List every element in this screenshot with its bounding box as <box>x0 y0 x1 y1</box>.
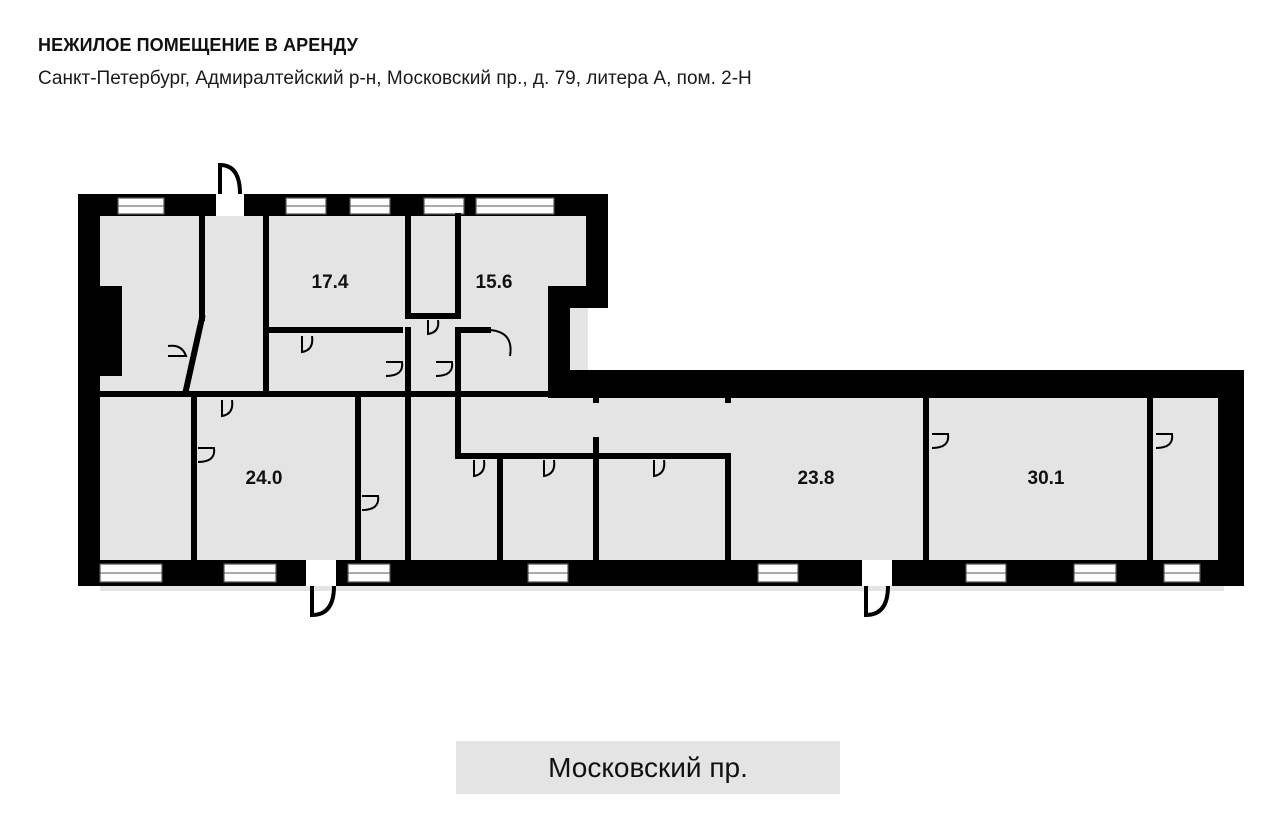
room-area-label: 15.6 <box>475 272 513 293</box>
street-label <box>456 741 840 794</box>
room-area-label: 30.1 <box>1027 468 1065 489</box>
room-area-label: 24.0 <box>245 468 283 489</box>
room-area-label: 23.8 <box>797 468 835 489</box>
page-title: НЕЖИЛОЕ ПОМЕЩЕНИЕ В АРЕНДУ <box>38 35 358 55</box>
street-name: Московский пр. <box>548 751 748 783</box>
entrance-door-top <box>220 165 240 194</box>
property-address: Санкт-Петербург, Адмиралтейский р-н, Московский пр., д. 79, литера А, пом. 2-Н <box>38 68 752 89</box>
room-area-label: 17.4 <box>311 272 349 293</box>
